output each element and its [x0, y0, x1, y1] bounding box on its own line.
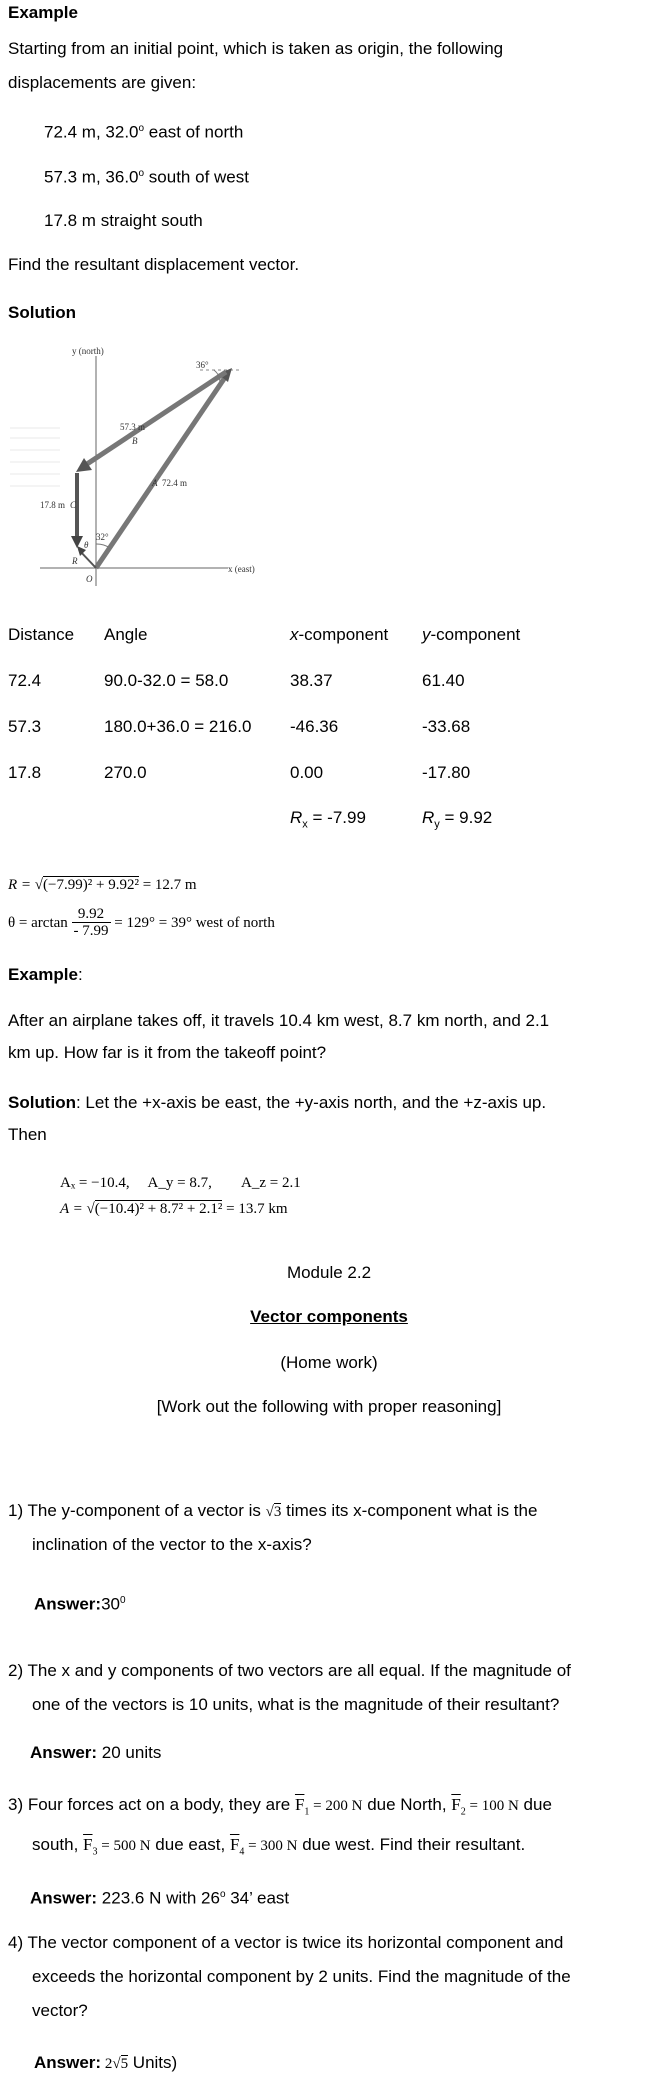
question-4-line-2: exceeds the horizontal component by 2 units. Find the magnitude of the — [32, 1967, 571, 1986]
table-header-row — [8, 612, 528, 658]
displacement-1: 72.4 m, 32.0$^o$ east of north — [44, 122, 244, 142]
answer-1: $Answer:30^0$ — [34, 1594, 126, 1614]
header-y-component: y-component — [422, 625, 521, 644]
displacement-2: 57.3 m, 36.0$^o$ south of west — [44, 167, 249, 187]
module-subtitle: Vector components — [250, 1307, 408, 1326]
resultant-angle-formula: θ = arctan $\frac{9.92}{- 7.99}$ = 129° = 39° west of north — [8, 906, 275, 939]
ry-total: $R_y = 9.92$ — [422, 807, 493, 831]
example2-magnitude: A = √(−10.4)² + 8.7² + 2.1² = 13.7 km — [60, 1201, 288, 1217]
origin-label: O — [86, 574, 93, 584]
question-1-line-2: inclination of the vector to the x-axis? — [32, 1535, 312, 1554]
example2-line-1: After an airplane takes off, it travels 10.4 km west, 8.7 km north, and 2.1 — [8, 1011, 550, 1030]
question-text: Find the resultant displacement vector. — [8, 255, 300, 274]
example2-components: Aₓ = −10.4, A_y = 8.7, A_z = 2.1 — [60, 1175, 301, 1191]
header-angle: Angle — [104, 625, 148, 644]
angle-top-label: 36° — [196, 360, 209, 370]
resultant-magnitude-formula: R = √(−7.99)² + 9.92² = 12.7 m — [8, 877, 197, 893]
homework-instruction: [Work out the following with proper reasoning] — [156, 1397, 502, 1416]
y-axis-label: y (north) — [72, 346, 104, 356]
intro-line-2: displacements are given: — [8, 73, 197, 92]
example2-line-2: km up. How far is it from the takeoff point? — [8, 1043, 327, 1062]
a-magnitude-label: 72.4 m — [162, 478, 188, 488]
c-label: C — [70, 500, 77, 510]
components-table — [8, 612, 528, 842]
intro-line-1: Starting from an initial point, which is taken as origin, the following — [8, 39, 504, 58]
question-4-line-1: 4) The vector component of a vector is twice its horizontal component and — [8, 1933, 564, 1952]
angle-bottom-label: 32° — [96, 532, 109, 542]
example2-heading: Example: — [8, 965, 83, 984]
example2-solution: Solution: Let the +x-axis be east, the +y-axis north, and the +z-axis up. — [8, 1093, 547, 1112]
example-heading: Example — [8, 3, 78, 22]
example2-then: Then — [8, 1125, 47, 1144]
displacement-3: 17.8 m straight south — [44, 211, 203, 230]
c-magnitude-label: 17.8 m — [40, 500, 66, 510]
homework-label: (Home work) — [280, 1353, 378, 1372]
theta-label: θ — [84, 540, 89, 550]
header-distance: Distance — [8, 625, 75, 644]
table-total-row — [8, 796, 528, 842]
answer-4: Answer: 2√5 Units) — [34, 2053, 178, 2072]
question-3-line-2: south, $\overline{F}_3 = 500$ N due east, $\overline{F}_4 = 300$ N due west. Find their resultant. — [32, 1835, 526, 1858]
vector-b — [84, 372, 226, 466]
table-row: 72.4 90.0-32.0 = 58.0 38.37 61.40 — [8, 671, 465, 690]
answer-3: Answer: 223.6 N with 26$^o$ 34’ east — [30, 1888, 290, 1908]
x-axis-label: x (east) — [228, 564, 255, 574]
rx-total: $R_x = -7.99$ — [290, 807, 366, 831]
solution-heading: Solution — [8, 303, 76, 322]
b-label: B — [132, 436, 138, 446]
table-row: 17.8 270.0 0.00 -17.80 — [8, 763, 471, 782]
r-label: R — [72, 556, 78, 566]
vector-a — [96, 373, 228, 568]
answer-2: Answer: 20 units — [30, 1743, 162, 1762]
question-2-line-1: 2) The x and y components of two vectors are all equal. If the magnitude of — [8, 1661, 571, 1680]
table-row: 57.3 180.0+36.0 = 216.0 -46.36 -33.68 — [8, 717, 471, 736]
module-title: Module 2.2 — [286, 1263, 372, 1282]
question-4-line-3: vector? — [32, 2001, 88, 2020]
b-magnitude-label: 57.3 m — [120, 422, 146, 432]
a-label: A — [152, 478, 158, 488]
vector-diagram — [0, 338, 270, 588]
question-1-line-1: 1) The y-component of a vector is √3 times its x-component what is the — [8, 1501, 538, 1520]
header-x-component: x-component — [290, 625, 389, 644]
question-2-line-2: one of the vectors is 10 units, what is the magnitude of their resultant? — [32, 1695, 560, 1714]
question-3-line-1: 3) Four forces act on a body, they are $\overline{F}_1 = 200$ N due North, $\overline{F}_2 = 100$ N due — [8, 1795, 552, 1818]
